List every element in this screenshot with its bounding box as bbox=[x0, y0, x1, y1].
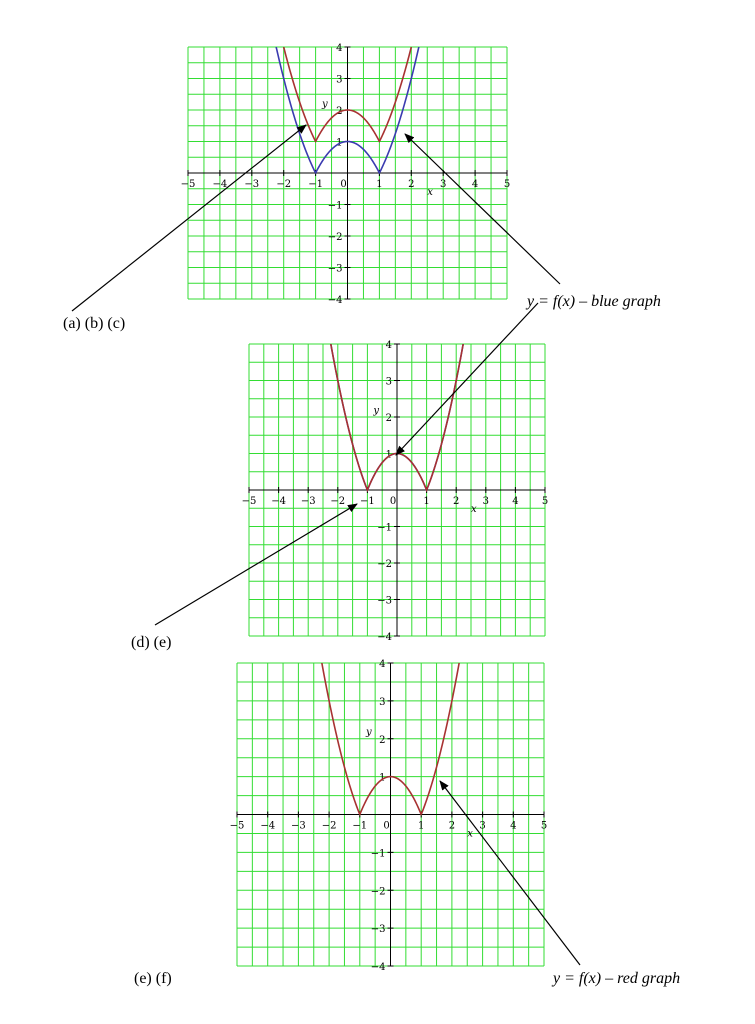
x-tick-label: −5 bbox=[241, 496, 257, 507]
y-tick-label: 3 bbox=[385, 376, 392, 388]
y-tick-label: 4 bbox=[379, 659, 386, 670]
x-tick-label: 1 bbox=[376, 179, 383, 190]
x-tick-label: −1 bbox=[308, 179, 323, 190]
x-tick-label: 0 bbox=[383, 820, 390, 832]
y-axis-label: y bbox=[321, 98, 328, 110]
y-tick-label: −3 bbox=[370, 924, 386, 936]
x-tick-label: 5 bbox=[503, 179, 511, 190]
annotation-labels bbox=[63, 293, 680, 987]
x-tick-label: 3 bbox=[479, 820, 486, 832]
x-tick-label: −5 bbox=[229, 820, 245, 832]
plots-group bbox=[181, 34, 549, 973]
y-tick-label: 2 bbox=[385, 413, 392, 424]
x-tick-label: 5 bbox=[540, 820, 548, 832]
x-tick-label: −5 bbox=[180, 179, 196, 190]
x-tick-label: −1 bbox=[360, 496, 375, 507]
x-tick-label: 1 bbox=[418, 820, 425, 832]
y-tick-label: −4 bbox=[377, 632, 392, 643]
x-tick-label: 5 bbox=[541, 496, 549, 507]
x-axis-label: x bbox=[467, 828, 473, 840]
chart-panel-3 bbox=[230, 652, 548, 973]
y-axis-label: y bbox=[373, 405, 379, 417]
label-blue-graph: y = f(x) – blue graph bbox=[527, 293, 661, 310]
x-tick-label: 3 bbox=[440, 179, 447, 190]
label-abc: (a) (b) (c) bbox=[63, 315, 126, 332]
x-tick-label: −4 bbox=[260, 820, 276, 832]
y-tick-label: 1 bbox=[379, 772, 386, 784]
y-tick-label: −2 bbox=[327, 232, 343, 243]
arrow-blue-middle bbox=[396, 303, 538, 455]
arrow-red bbox=[440, 781, 580, 965]
x-tick-label: −3 bbox=[244, 179, 260, 190]
y-tick-label: −1 bbox=[377, 522, 392, 534]
y-tick-label: −3 bbox=[327, 263, 343, 275]
y-tick-label: −1 bbox=[370, 848, 386, 860]
x-tick-label: 4 bbox=[510, 820, 517, 832]
x-tick-label: −2 bbox=[330, 496, 346, 507]
x-tick-label: −3 bbox=[291, 820, 306, 832]
y-tick-label: 3 bbox=[379, 696, 386, 708]
y-tick-label: 2 bbox=[379, 734, 386, 746]
x-tick-label: 2 bbox=[453, 496, 460, 507]
x-tick-label: −1 bbox=[352, 820, 368, 832]
y-tick-label: 4 bbox=[385, 340, 392, 351]
x-tick-label: 4 bbox=[471, 179, 479, 190]
arrow-de bbox=[155, 504, 357, 625]
y-tick-label: −4 bbox=[370, 962, 386, 973]
x-tick-label: 2 bbox=[448, 820, 456, 832]
label-ef: (e) (f) bbox=[134, 970, 172, 987]
label-red-graph: y = f(x) – red graph bbox=[553, 970, 681, 987]
chart-panel-1 bbox=[181, 34, 511, 306]
x-tick-label: 4 bbox=[512, 496, 519, 507]
x-tick-label: 1 bbox=[423, 496, 430, 507]
y-axis-label: y bbox=[365, 726, 372, 738]
x-tick-label: −2 bbox=[321, 820, 337, 832]
x-axis-label: x bbox=[471, 504, 477, 515]
x-tick-label: 0 bbox=[389, 496, 397, 507]
y-tick-label: 1 bbox=[385, 449, 392, 461]
chart-panel-2 bbox=[242, 316, 549, 643]
x-tick-label: 2 bbox=[408, 179, 415, 190]
y-tick-label: 4 bbox=[336, 43, 343, 54]
y-tick-label: 1 bbox=[336, 137, 343, 149]
x-tick-label: 0 bbox=[340, 179, 347, 190]
x-tick-label: 3 bbox=[482, 496, 489, 507]
y-tick-label: −2 bbox=[377, 559, 392, 570]
y-tick-label: 2 bbox=[336, 106, 343, 117]
y-tick-label: 3 bbox=[336, 74, 343, 86]
y-tick-label: −4 bbox=[327, 295, 343, 306]
arrow-blue-top bbox=[405, 134, 560, 284]
label-de: (d) (e) bbox=[131, 634, 172, 651]
y-tick-label: −2 bbox=[370, 886, 386, 898]
x-tick-label: −2 bbox=[276, 179, 292, 190]
y-tick-label: −1 bbox=[327, 200, 343, 212]
x-tick-label: −3 bbox=[300, 496, 316, 507]
x-axis-label: x bbox=[427, 187, 433, 198]
x-tick-label: −4 bbox=[271, 496, 286, 507]
y-tick-label: −3 bbox=[377, 595, 392, 607]
x-tick-label: −4 bbox=[212, 179, 228, 190]
